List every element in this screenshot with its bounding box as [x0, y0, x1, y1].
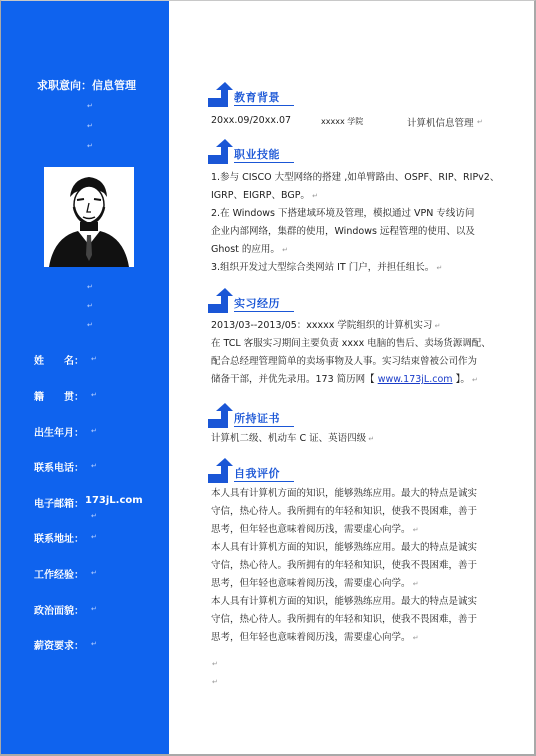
skills-line: Ghost 的应用。 ↵ — [211, 244, 288, 255]
portrait-image — [44, 167, 134, 267]
section-underline — [234, 481, 294, 482]
skills-line: 企业内部网络，集群的使用，Windows 远程管理的使用、以及 — [211, 226, 475, 237]
evaluation-line: 守信，热心待人。我所拥有的年轻和知识，使我不畏困难，善于 — [211, 560, 478, 571]
paragraph-mark: ↵ — [91, 427, 97, 435]
field-phone-label: 联系电话： — [34, 463, 84, 474]
internship-line: 2013/03--2013/05：xxxxx 学院组织的计算机实习 ↵ — [211, 320, 441, 331]
evaluation-line: 守信，热心待人。我所拥有的年轻和知识，使我不畏困难，善于 — [211, 614, 478, 625]
paragraph-mark: ↵ — [87, 142, 93, 150]
field-salary-label: 薪资要求： — [34, 641, 84, 652]
section-title-skills: 职业技能 — [234, 148, 280, 161]
field-political-label: 政治面貌： — [34, 606, 84, 617]
education-date: 20xx.09/20xx.07 — [211, 115, 292, 126]
job-objective: 求职意向：信息管理 — [37, 79, 136, 92]
paragraph-mark: ↵ — [477, 118, 483, 126]
skills-line: 3.组织开发过大型综合类网站 IT 门户，并担任组长。 ↵ — [211, 262, 443, 273]
internship-text — [211, 317, 496, 389]
paragraph-mark: ↵ — [87, 321, 93, 329]
arrow-up-icon — [207, 403, 233, 429]
skills-text — [211, 169, 500, 277]
arrow-up-icon — [207, 458, 233, 484]
arrow-up-icon — [207, 139, 233, 165]
field-name-label: 姓 名： — [34, 356, 84, 367]
field-email-value: 173jL.com — [85, 495, 143, 506]
website-link[interactable]: www.173jL.com — [377, 374, 453, 385]
section-header-evaluation — [207, 458, 507, 484]
paragraph-mark: ↵ — [91, 569, 97, 577]
paragraph-mark: ↵ — [91, 462, 97, 470]
paragraph-mark: ↵ — [87, 122, 93, 130]
field-birth-label: 出生年月： — [34, 428, 84, 439]
paragraph-mark: ↵ — [212, 660, 218, 668]
paragraph-mark: ↵ — [91, 640, 97, 648]
section-underline — [234, 105, 294, 106]
section-title-internship: 实习经历 — [234, 297, 280, 310]
field-experience-label: 工作经验： — [34, 570, 84, 581]
paragraph-mark: ↵ — [91, 391, 97, 399]
section-header-education — [207, 82, 507, 108]
evaluation-line: 思考，但年轻也意味着阅历浅，需要虚心向学。 ↵ — [211, 524, 419, 535]
evaluation-line: 思考，但年轻也意味着阅历浅，需要虚心向学。 ↵ — [211, 632, 419, 643]
evaluation-line: 本人具有计算机方面的知识，能够熟练应用。最大的特点是诚实 — [211, 596, 478, 607]
arrow-up-icon — [207, 288, 233, 314]
section-underline — [234, 162, 294, 163]
evaluation-line: 本人具有计算机方面的知识，能够熟练应用。最大的特点是诚实 — [211, 542, 478, 553]
paragraph-mark: ↵ — [91, 605, 97, 613]
paragraph-mark: ↵ — [87, 102, 93, 110]
certificates-text: 计算机二级、机动车 C 证、英语四级 ↵ — [211, 433, 375, 444]
internship-line: 储备干部，并优先录用。173 简历网【 www.173jL.com 】。 ↵ — [211, 374, 478, 385]
paragraph-mark: ↵ — [212, 678, 218, 686]
field-email-label: 电子邮箱： — [34, 499, 84, 510]
education-major: 计算机信息管理 — [407, 118, 474, 129]
field-hometown-label: 籍 贯： — [34, 392, 84, 403]
evaluation-line: 守信，热心待人。我所拥有的年轻和知识，使我不畏困难，善于 — [211, 506, 478, 517]
evaluation-line: 思考，但年轻也意味着阅历浅，需要虚心向学。 ↵ — [211, 578, 419, 589]
section-title-education: 教育背景 — [234, 91, 280, 104]
field-address-label: 联系地址： — [34, 534, 84, 545]
section-underline — [234, 426, 294, 427]
paragraph-mark: ↵ — [91, 533, 97, 541]
education-school: xxxxx 学院 — [321, 117, 364, 126]
section-header-internship — [207, 288, 507, 314]
paragraph-mark: ↵ — [87, 283, 93, 291]
skills-line: IGRP、EIGRP、BGP。 ↵ — [211, 190, 319, 201]
sidebar — [1, 1, 169, 754]
section-header-certificates — [207, 403, 507, 429]
arrow-up-icon — [207, 82, 233, 108]
paragraph-mark: ↵ — [91, 512, 97, 520]
skills-line: 1.参与 CISCO 大型网络的搭建 ,如单臂路由、OSPF、RIP、RIPv2、 — [211, 172, 500, 183]
skills-line: 2.在 Windows 下搭建域环境及管理，模拟通过 VPN 专线访问 — [211, 208, 475, 219]
section-title-evaluation: 自我评价 — [234, 467, 280, 480]
internship-line: 在 TCL 客服实习期间主要负责 xxxx 电脑的售后、卖场货源调配、 — [211, 338, 491, 349]
evaluation-text — [211, 485, 496, 647]
portrait-photo — [44, 167, 134, 267]
internship-line: 配合总经理管理简单的卖场事物及人事。实习结束曾被公司作为 — [211, 356, 478, 367]
certificates-line: 计算机二级、机动车 C 证、英语四级 — [211, 433, 367, 444]
section-header-skills — [207, 139, 507, 165]
evaluation-line: 本人具有计算机方面的知识，能够熟练应用。最大的特点是诚实 — [211, 488, 478, 499]
section-underline — [234, 311, 294, 312]
paragraph-mark: ↵ — [87, 302, 93, 310]
paragraph-mark: ↵ — [91, 355, 97, 363]
section-title-certificates: 所持证书 — [234, 412, 280, 425]
